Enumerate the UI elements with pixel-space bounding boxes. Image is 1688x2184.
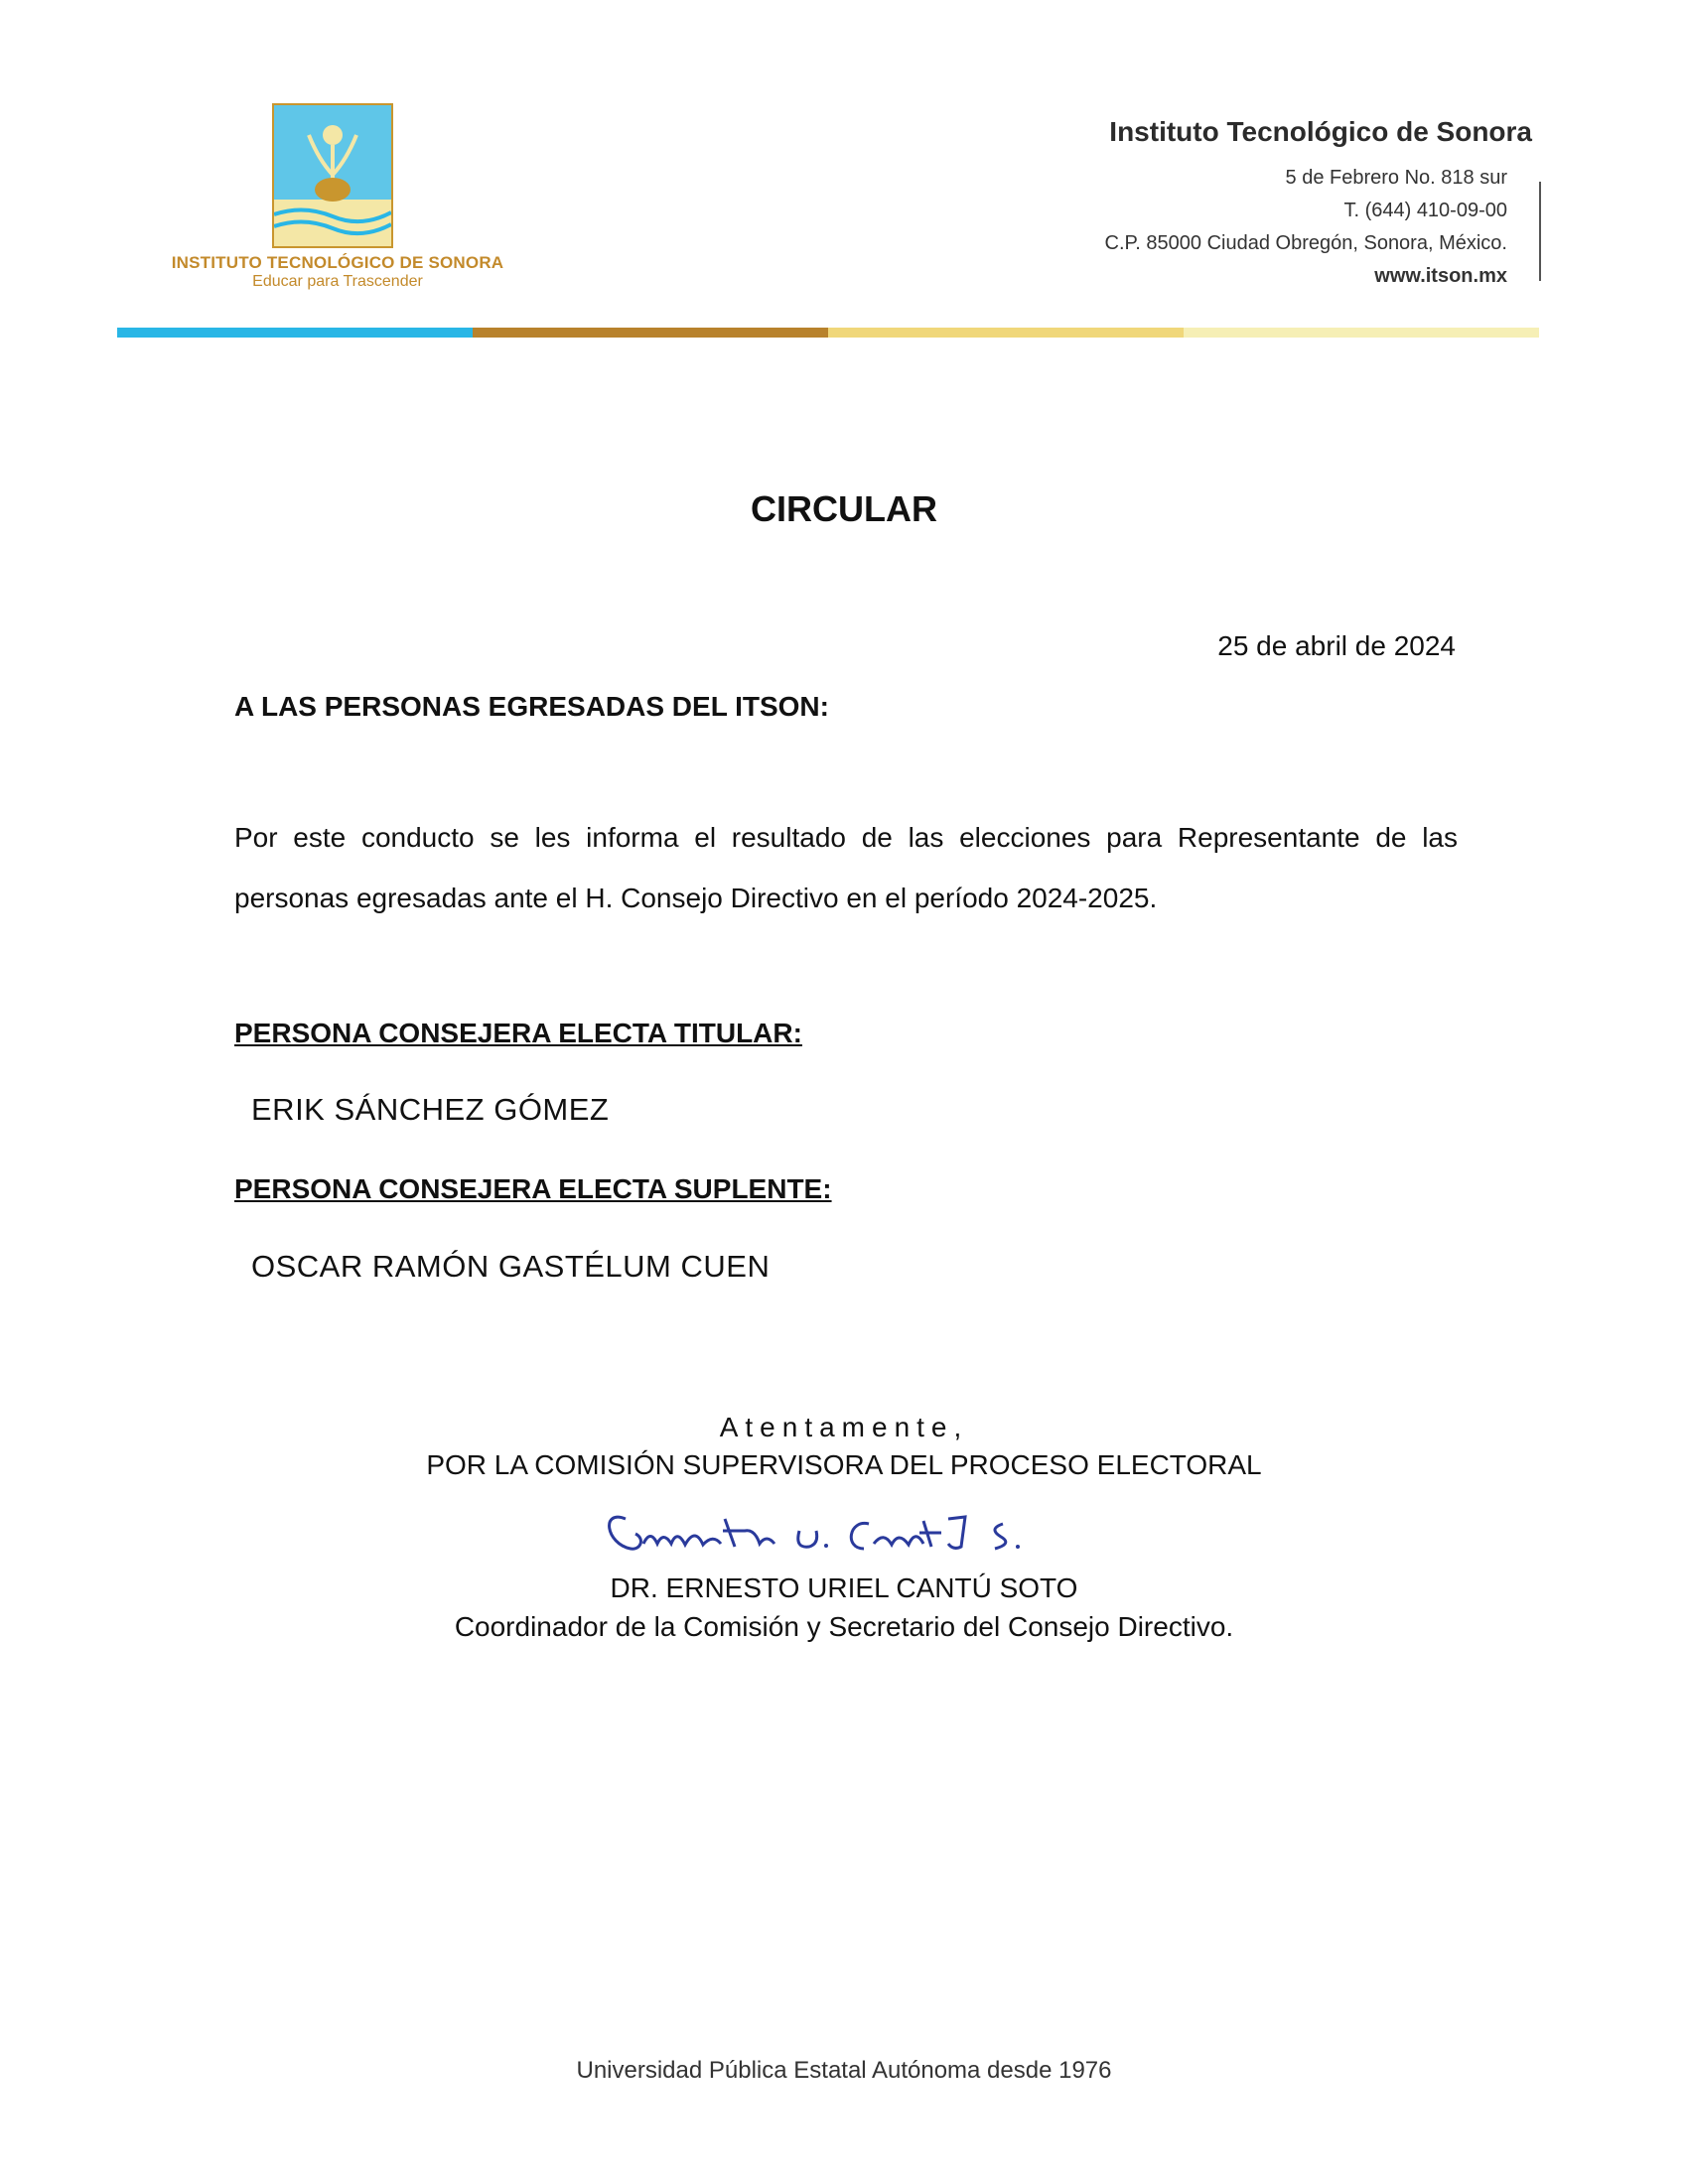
logo-slogan: Educar para Trascender: [252, 273, 423, 290]
address-city: C.P. 85000 Ciudad Obregón, Sonora, México.: [1104, 232, 1507, 254]
addressee: A LAS PERSONAS EGRESADAS DEL ITSON:: [234, 691, 829, 722]
titular-label: PERSONA CONSEJERA ELECTA TITULAR:: [234, 1018, 802, 1048]
signer-role: Coordinador de la Comisión y Secretario del Consejo Directivo.: [454, 1611, 1234, 1642]
committee-name: POR LA COMISIÓN SUPERVISORA DEL PROCESO ELECTORAL: [426, 1449, 1262, 1480]
logo-emblem-icon: [274, 105, 391, 246]
header-divider: [1539, 182, 1541, 281]
header-color-stripe: [117, 328, 1539, 338]
closing: Atentamente,: [719, 1412, 969, 1442]
itson-logo: [272, 103, 393, 248]
document-date: 25 de abril de 2024: [1217, 630, 1456, 661]
stripe-segment: [117, 328, 473, 338]
address-street: 5 de Febrero No. 818 sur: [1285, 167, 1507, 189]
institution-name: Instituto Tecnológico de Sonora: [1109, 116, 1532, 147]
stripe-segment: [1184, 328, 1539, 338]
signer-name: DR. ERNESTO URIEL CANTÚ SOTO: [610, 1572, 1078, 1603]
document-title: CIRCULAR: [751, 488, 937, 529]
suplente-name: OSCAR RAMÓN GASTÉLUM CUEN: [251, 1249, 771, 1284]
handwritten-signature: [596, 1489, 1092, 1569]
logo-institution-name: INSTITUTO TECNOLÓGICO DE SONORA: [171, 253, 504, 272]
body-paragraph: Por este conducto se les informa el resultado de las elecciones para Representante de las personas egresadas ante el H. Consejo Directivo en el período 2024-2025.: [234, 822, 1458, 913]
address-phone: T. (644) 410-09-00: [1343, 200, 1507, 221]
stripe-segment: [828, 328, 1184, 338]
suplente-label: PERSONA CONSEJERA ELECTA SUPLENTE:: [234, 1173, 832, 1204]
stripe-segment: [473, 328, 828, 338]
footer-text: Universidad Pública Estatal Autónoma desde 1976: [576, 2057, 1112, 2084]
website-link[interactable]: www.itson.mx: [1374, 265, 1507, 287]
titular-name: ERIK SÁNCHEZ GÓMEZ: [251, 1092, 610, 1127]
